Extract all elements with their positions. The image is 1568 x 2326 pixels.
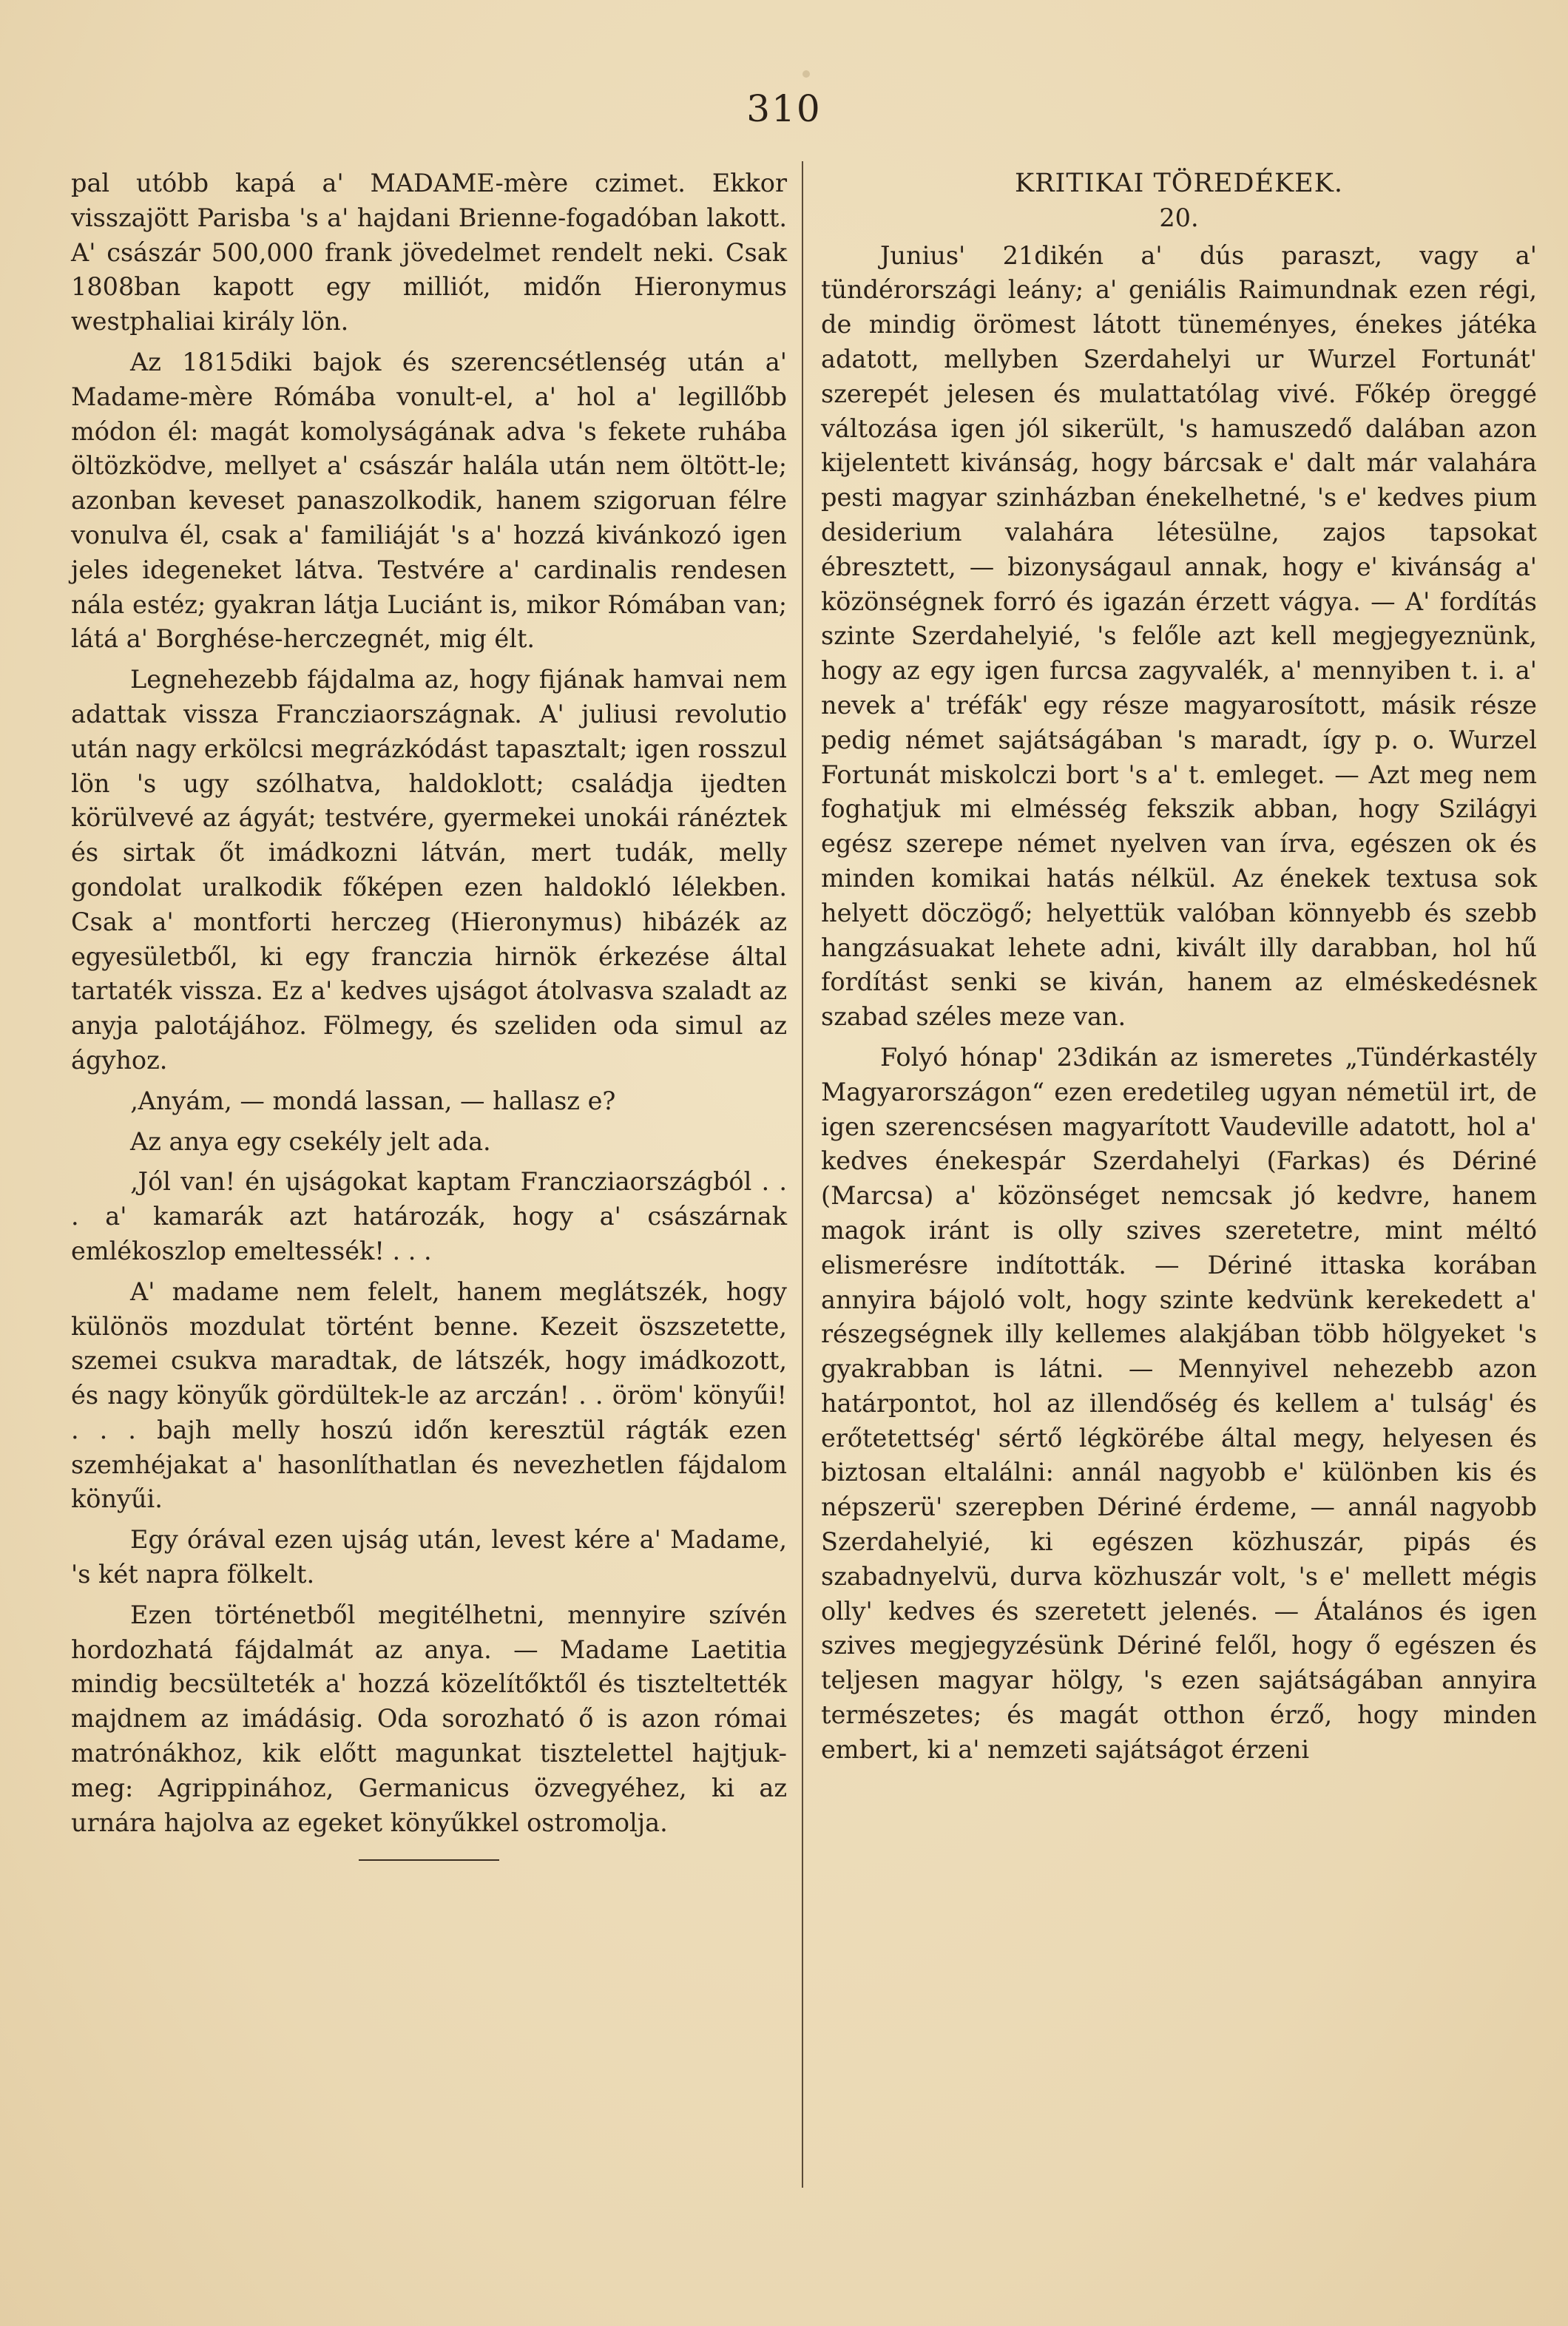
article-paragraph: pal utóbb kapá a' MADAME-mère czimet. Ekkor visszajött Parisba 's a' hajdani Brienne-fogadóban lakott. A' császár 500,000 frank jövedelmet rendelt neki. Csak 1808ban kapott egy milliót, midőn Hieronymus westphaliai király lön. xyxy=(71,169,787,337)
article-paragraph: Egy órával ezen ujság után, levest kére a' Madame, 's két napra fölkelt. xyxy=(71,1525,787,1589)
ink-blot xyxy=(802,70,810,78)
column-divider xyxy=(802,161,803,2188)
section-heading: KRITIKAI TÖREDÉKEK. xyxy=(1015,169,1343,198)
end-rule xyxy=(359,1859,499,1861)
dialogue-line: ‚Anyám, — mondá lassan, — hallasz e? xyxy=(130,1086,616,1115)
review-paragraph: Folyó hónap' 23dikán az ismeretes „Tündérkastély Magyarországon“ ezen eredetileg ugyan németül irt, de igen szerencsésen magyarított Vaudeville adatott, hol a' kedves énekespár Szerdahelyi (Farkas) és Dériné (Marcsa) a' közönséget nemcsak jó kedvre, hanem magok iránt is olly szives szeretetre, mint méltó elismerésre indították. — Dériné ittaska korában annyira bájoló volt, hogy szinte kedvünk kerekedett a' részegségnek illy kellemes alakjában több hölgyeket 's gyakrabban is látni. — Mennyivel nehezebb azon határpontot, hol az illendőség és kellem a' tulság' és erőtetettség' sértő légkörébe által megy, helyesen és biztosan eltalálni: annál nagyobb e' különben kis és népszerü' szerepben Dériné érdeme, — annál nagyobb Szerdahelyié, ki egészen közhuszár, pipás és szabadnyelvü, durva közhuszár volt, 's e' mellett mégis olly' kedves és szeretett jelenés. — Átalános és igen szives megjegyzésünk Dériné felől, hogy ő egészen és teljesen magyar hölgy, 's ezen sajátságában annyira természetes; és magát otthon érző, hogy minden embert, ki a' nemzeti sajátságot érzeni xyxy=(821,1042,1537,1764)
review-paragraph: Junius' 21dikén a' dús paraszt, vagy a' tündérországi leány; a' geniális Raimundnak ezen régi, de mindig örömest látott tüneményes, énekes játéka adatott, mellyben Szerdahelyi ur Wurzel Fortunát' szerepét jelesen és mulattatólag vivé. Főkép öreggé változása igen jól sikerült, 's hamuszedő dalában azon kijelentett kivánság, hogy bárcsak e' dalt már valahára pesti magyar szinházban énekelhetné, 's e' kedves pium desiderium valahára létesülne, zajos tapsokat ébresztett, — bizonyságaul annak, hogy e' kivánság a' közönségnek forró és igazán érzett vágya. — A' fordítás szinte Szerdahelyié, 's felőle azt kell megjegyeznünk, hogy az egy igen furcsa zagyvalék, a' mennyiben t. i. a' nevek a' tréfák' egy része magyarosított, másik része pedig német sajátságában 's maradt, így p. o. Wurzel Fortunát miskolczi bort 's a' t. emleget. — Azt meg nem foghatjuk mi elmésség fekszik abban, hogy Szilágyi egész szerepe német nyelven van írva, egészen ok és minden komikai hatás nélkül. Az énekek textusa sok helyett döczögő; helyettük valóban könnyebb és szebb hangzásuakat lehete adni, kivált illy darabban, hol hű fordítást senki se kiván, hanem az elméskedésnek szabad széles meze van. xyxy=(821,240,1537,1032)
dialogue-line: Az anya egy csekély jelt ada. xyxy=(130,1126,491,1156)
page-number: 310 xyxy=(746,87,822,130)
dialogue-line: ‚Jól van! én ujságokat kaptam Francziaországból . . . a' kamarák azt határozák, hogy a' császárnak emlékoszlop emeltessék! . . . xyxy=(71,1167,787,1265)
article-paragraph: A' madame nem felelt, hanem meglátszék, hogy különös mozdulat történt benne. Kezeit öszszetette, szemei csukva maradtak, de látszék, hogy imádkozott, és nagy könyűk gördültek-le az arczán! . . öröm' könyűi! . . . bajh melly hoszú időn keresztül rágták ezen szemhéjakat a' hasonlíthatlan és nevezhetlen fájdalom könyűi. xyxy=(71,1277,787,1514)
left-column xyxy=(71,166,787,1861)
right-column xyxy=(821,166,1537,1774)
article-paragraph: Az 1815diki bajok és szerencsétlenség után a' Madame-mère Rómába vonult-el, a' hol a' legillőbb módon él: magát komolyságának adva 's fekete ruhába öltözködve, mellyet a' császár halála után nem öltött-le; azonban keveset panaszolkodik, hanem szigoruan félre vonulva él, csak a' familiáját 's a' hozzá kivánkozó igen jeles idegeneket látva. Testvére a' cardinalis rendesen nála estéz; gyakran látja Luciánt is, mikor Rómában van; látá a' Borghése-herczegnét, mig élt. xyxy=(71,347,787,654)
section-number: 20. xyxy=(1159,203,1199,232)
article-paragraph: Ezen történetből megitélhetni, mennyire szívén hordozhatá fájdalmát az anya. — Madame Laetitia mindig becsülteték a' hozzá közelítőktől és tiszteltették majdnem az imádásig. Oda sorozható ő is azon római matrónákhoz, kik előtt magunkat tisztelettel hajtjuk-meg: Agrippinához, Germanicus özvegyéhez, ki az urnára hajolva az egeket könyűkkel ostromolja. xyxy=(71,1600,787,1837)
article-paragraph: Legnehezebb fájdalma az, hogy fijának hamvai nem adattak vissza Francziaországnak. A' juliusi revolutio után nagy erkölcsi megrázkódást tapasztalt; igen rosszul lön 's ugy szólhatva, haldoklott; családja ijedten körülvevé az ágyát; testvére, gyermekei unokái ránéztek és sirtak őt imádkozni látván, mert tudák, melly gondolat uralkodik főképen ezen haldokló lélekben. Csak a' montforti herczeg (Hieronymus) hibázék az egyesületből, ki egy franczia hirnök érkezése által tartaték vissza. Ez a' kedves ujságot átolvasva szaladt az anyja palotájához. Fölmegy, és szeliden oda simul az ágyhoz. xyxy=(71,665,787,1075)
